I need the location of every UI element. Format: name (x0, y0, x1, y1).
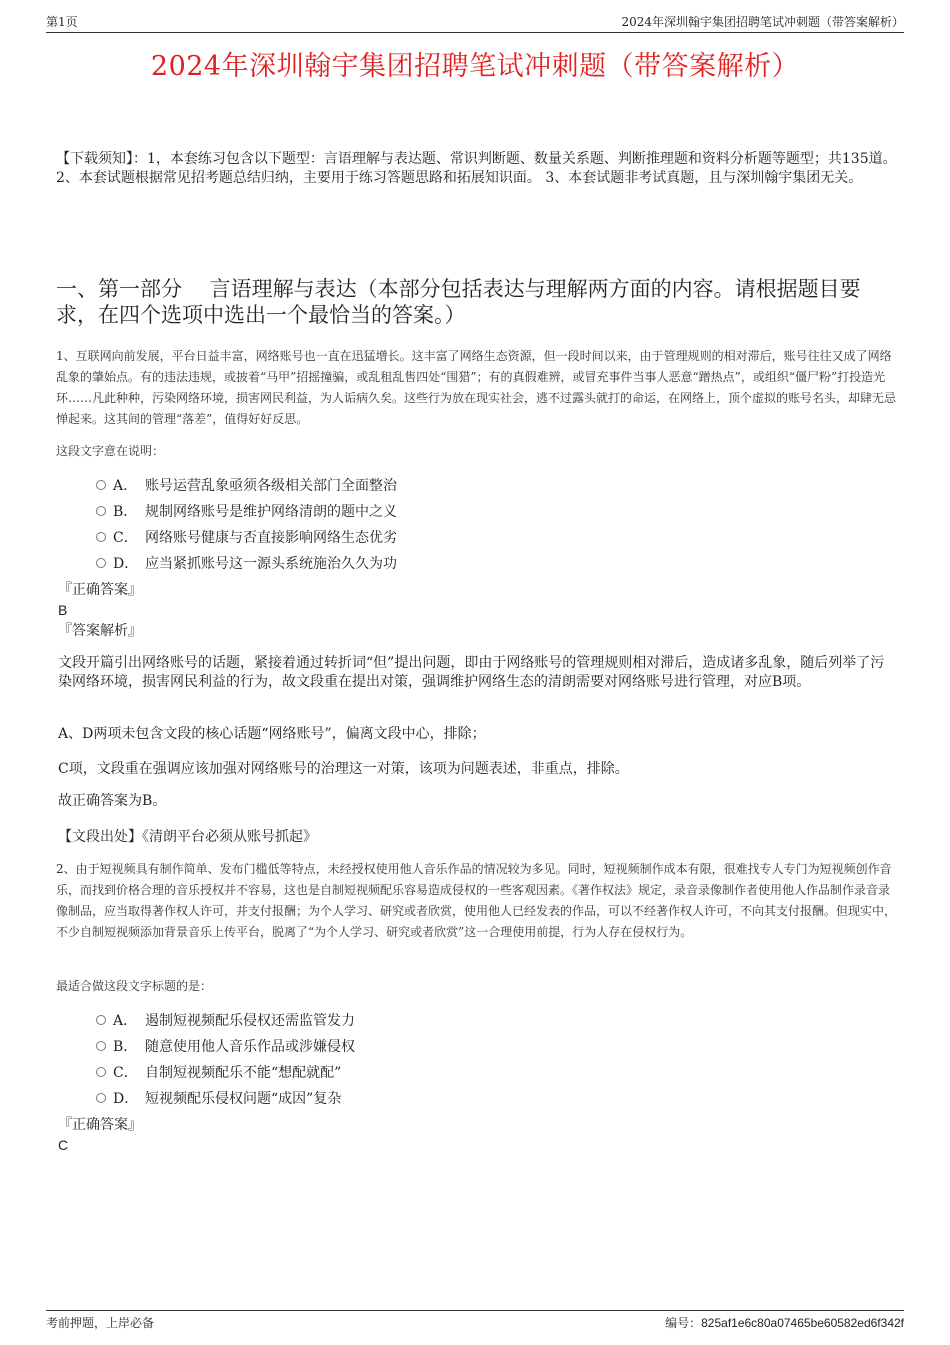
section-heading: 一、第一部分 言语理解与表达（本部分包括表达与理解两方面的内容。请根据题目要求，在四个选项中选出一个最恰当的答案。） (56, 277, 861, 327)
option-a[interactable]: A． 账号运营乱象亟须各级相关部门全面整治 (96, 473, 796, 499)
option-text: 账号运营乱象亟须各级相关部门全面整治 (145, 478, 397, 494)
option-c[interactable]: C． 网络账号健康与否直接影响网络生态优劣 (96, 525, 796, 551)
document-code-value: 825af1e6c80a07465be60582ed6f342f (701, 1316, 904, 1330)
correct-answer: B (58, 602, 68, 618)
analysis-conclusion: 故正确答案为B。 (58, 793, 167, 809)
option-text: 自制短视频配乐不能“想配就配” (145, 1065, 342, 1081)
document-title: 2024年深圳翰宇集团招聘笔试冲刺题（带答案解析） (150, 51, 800, 82)
correct-answer-label: 『正确答案』 (58, 582, 142, 598)
option-d[interactable]: D． 应当紧抓账号这一源头系统施治久久为功 (96, 551, 796, 577)
radio-button[interactable] (96, 1067, 106, 1077)
question-1-text: 1、互联网向前发展，平台日益丰富，网络账号也一直在迅猛增长。这丰富了网络生态资源，但一段时间以来，由于管理规则的相对滞后，账号往往又成了网络乱象的肇始点。有的违法违规，或披着“马甲”招摇撞骗，或乱租乱售四处“围猎”；有的真假难辨，或冒充事件当事人恶意“蹭热点”，或组织“僵尸粉”打投造光环……凡此种种，污染网络环境，损害网民利益，为人诟病久矣。这些行为放在现实社会，逃不过露头就打的命运，在网络上，顶个虚拟的账号名头，却肆无忌惮起来。这其间的管理“落差”，值得好好反思。 (56, 349, 897, 426)
option-text: 遏制短视频配乐侵权还需监管发力 (145, 1013, 355, 1029)
radio-button[interactable] (96, 1093, 106, 1103)
question-2-prompt: 最适合做这段文字标题的是： (56, 979, 213, 993)
question-1-prompt: 这段文字意在说明： (56, 444, 165, 458)
radio-button[interactable] (96, 1041, 106, 1051)
option-c[interactable]: C． 自制短视频配乐不能“想配就配” (96, 1060, 796, 1086)
download-notice: 【下载须知】：1，本套练习包含以下题型：言语理解与表达题、常识判断题、数量关系题、判断推理题和资料分析题等题型；共135道。 2、本套试题根据常见招考题总结归纳，主要用于练习答题思路和拓展知识面。 3、本套试题非考试真题，且与深圳翰宇集团无关。 (56, 151, 897, 186)
correct-answer-label: 『正确答案』 (58, 1117, 142, 1133)
option-b[interactable]: B． 规制网络账号是维护网络清朗的题中之义 (96, 499, 796, 525)
radio-button[interactable] (96, 1015, 106, 1025)
document-code (665, 1313, 904, 1333)
analysis-label: 『答案解析』 (58, 623, 142, 639)
question-2-text: 2、由于短视频具有制作简单、发布门槛低等特点，未经授权使用他人音乐作品的情况较为多见。同时，短视频制作成本有限，很难找专人专门为短视频创作音乐，而找到价格合理的音乐授权并不容易，这也是自制短视频配乐容易造成侵权的一些客观因素。《著作权法》规定，录音录像制作者使用他人作品制作录音录像制品，应当取得著作权人许可，并支付报酬；为个人学习、研究或者欣赏，使用他人已经发表的作品，可以不经著作权人许可，不向其支付报酬。但现实中，不少自制短视频添加背景音乐上传平台，脱离了“为个人学习、研究或者欣赏”这一合理使用前提，行为人存在侵权行为。 (56, 862, 897, 939)
page-header (46, 12, 904, 33)
option-d[interactable]: D． 短视频配乐侵权问题“成因”复杂 (96, 1086, 796, 1112)
page-number: 第1页 (46, 15, 78, 29)
header-doc-title: 2024年深圳翰宇集团招聘笔试冲刺题（带答案解析） (621, 15, 904, 29)
footer-slogan: 考前押题，上岸必备 (46, 1316, 155, 1330)
radio-button[interactable] (96, 506, 106, 516)
option-text: 随意使用他人音乐作品或涉嫌侵权 (145, 1039, 355, 1055)
page-footer (46, 1310, 904, 1331)
option-text: 应当紧抓账号这一源头系统施治久久为功 (145, 556, 397, 572)
option-b[interactable]: B． 随意使用他人音乐作品或涉嫌侵权 (96, 1034, 796, 1060)
analysis-paragraph: C项，文段重在强调应该加强对网络账号的治理这一对策，该项为问题表述，非重点，排除。 (58, 761, 629, 777)
option-text: 规制网络账号是维护网络清朗的题中之义 (145, 504, 397, 520)
option-text: 短视频配乐侵权问题“成因”复杂 (145, 1091, 342, 1107)
radio-button[interactable] (96, 532, 106, 542)
option-text: 网络账号健康与否直接影响网络生态优劣 (145, 530, 397, 546)
radio-button[interactable] (96, 558, 106, 568)
analysis-paragraph: A、D两项未包含文段的核心话题“网络账号”，偏离文段中心，排除； (58, 726, 486, 742)
analysis-paragraph: 文段开篇引出网络账号的话题，紧接着通过转折词“但”提出问题，即由于网络账号的管理规则相对滞后，造成诸多乱象，随后列举了污染网络环境，损害网民利益的行为，故文段重在提出对策，强调维护网络生态的清朗需要对网络账号进行管理，对应B项。 (58, 655, 885, 690)
question-1-options (96, 473, 796, 577)
radio-button[interactable] (96, 480, 106, 490)
document-code-label: 编号： (665, 1316, 702, 1330)
option-a[interactable]: A． 遏制短视频配乐侵权还需监管发力 (96, 1008, 796, 1034)
correct-answer: C (58, 1137, 69, 1153)
passage-source: 【文段出处】《清朗平台必须从账号抓起》 (58, 829, 317, 845)
question-2-options (96, 1008, 796, 1112)
